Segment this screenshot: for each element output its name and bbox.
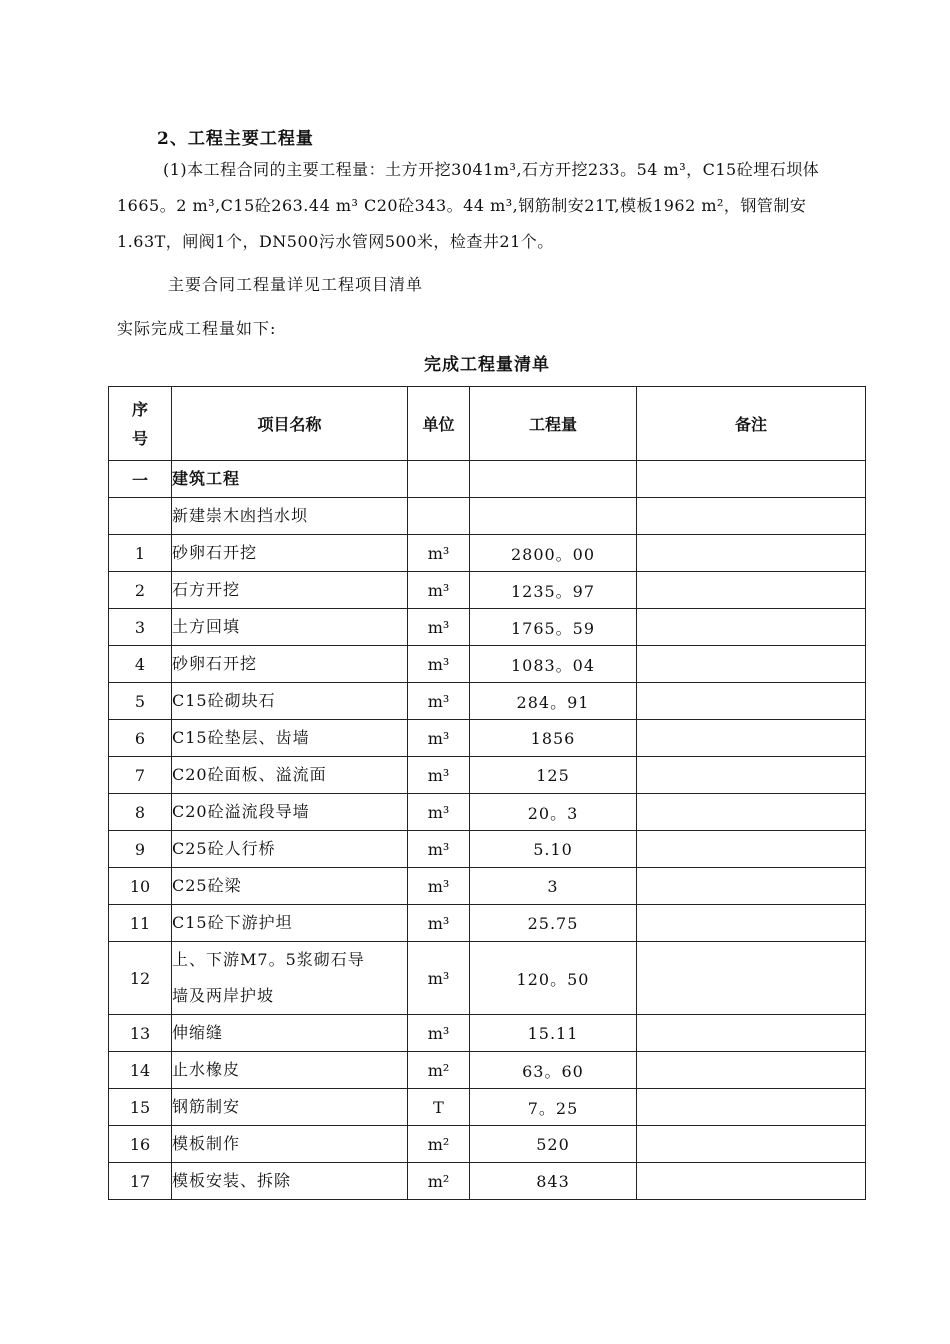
empty-cell (470, 498, 637, 535)
row-unit: m³ (408, 609, 470, 646)
table-row (109, 572, 866, 609)
table-row (109, 905, 866, 942)
row-no: 16 (109, 1126, 172, 1163)
row-quantity: 5.10 (470, 831, 637, 868)
row-quantity: 120。50 (470, 942, 637, 1015)
row-no: 12 (109, 942, 172, 1015)
row-item-name: 砂卵石开挖 (172, 535, 408, 572)
table-row (109, 942, 866, 1015)
row-no: 5 (109, 683, 172, 720)
table-row (109, 1052, 866, 1089)
row-quantity: 1856 (470, 720, 637, 757)
row-quantity: 3 (470, 868, 637, 905)
row-no: 4 (109, 646, 172, 683)
empty-cell (408, 461, 470, 498)
table-row (109, 757, 866, 794)
row-quantity: 125 (470, 757, 637, 794)
row-note (637, 609, 866, 646)
empty-cell (637, 461, 866, 498)
row-note (637, 683, 866, 720)
row-item-name: C15砼垫层、齿墙 (172, 720, 408, 757)
row-item-name: C20砼面板、溢流面 (172, 757, 408, 794)
row-note (637, 794, 866, 831)
row-item-name: 土方回填 (172, 609, 408, 646)
row-note (637, 646, 866, 683)
row-unit: m² (408, 1126, 470, 1163)
row-item-name-line2: 墙及两岸护坡 (172, 986, 275, 1005)
table-row (109, 609, 866, 646)
row-quantity: 15.11 (470, 1015, 637, 1052)
row-item-name: 模板制作 (172, 1126, 408, 1163)
row-unit: m³ (408, 831, 470, 868)
table-row (109, 868, 866, 905)
row-item-name (172, 942, 408, 1015)
row-unit: T (408, 1089, 470, 1126)
row-unit: m³ (408, 720, 470, 757)
row-item-name: 止水橡皮 (172, 1052, 408, 1089)
row-quantity: 20。3 (470, 794, 637, 831)
row-no: 7 (109, 757, 172, 794)
table-header-row (109, 387, 866, 461)
row-note (637, 1126, 866, 1163)
row-unit: m³ (408, 942, 470, 1015)
table-row (109, 1126, 866, 1163)
table-row (109, 683, 866, 720)
header-no-line2: 号 (131, 428, 148, 448)
row-unit: m³ (408, 757, 470, 794)
category-name: 建筑工程 (172, 461, 408, 498)
detail-reference-note: 主要合同工程量详见工程项目清单 (168, 275, 424, 294)
category-row (109, 461, 866, 498)
row-no: 2 (109, 572, 172, 609)
row-unit: m³ (408, 646, 470, 683)
row-no: 10 (109, 868, 172, 905)
row-note (637, 1089, 866, 1126)
row-unit: m³ (408, 868, 470, 905)
row-quantity: 63。60 (470, 1052, 637, 1089)
row-item-name: 砂卵石开挖 (172, 646, 408, 683)
empty-cell (637, 498, 866, 535)
table-row (109, 1015, 866, 1052)
row-item-name: C15砼下游护坦 (172, 905, 408, 942)
table-row (109, 794, 866, 831)
empty-cell (408, 498, 470, 535)
row-note (637, 1015, 866, 1052)
row-no: 9 (109, 831, 172, 868)
row-quantity: 2800。00 (470, 535, 637, 572)
row-no: 14 (109, 1052, 172, 1089)
row-quantity: 1235。97 (470, 572, 637, 609)
row-no: 6 (109, 720, 172, 757)
row-no: 15 (109, 1089, 172, 1126)
row-item-name: C25砼梁 (172, 868, 408, 905)
row-note (637, 942, 866, 1015)
row-note (637, 1163, 866, 1200)
row-note (637, 572, 866, 609)
row-unit: m³ (408, 794, 470, 831)
category-no: 一 (109, 461, 172, 498)
header-name: 项目名称 (172, 387, 408, 461)
table-row (109, 831, 866, 868)
section-heading: 2、工程主要工程量 (157, 129, 314, 149)
row-unit: m³ (408, 905, 470, 942)
row-note (637, 535, 866, 572)
row-note (637, 905, 866, 942)
table-body (109, 535, 866, 1200)
table-title: 完成工程量清单 (424, 355, 550, 375)
row-note (637, 1052, 866, 1089)
row-item-name: C15砼砌块石 (172, 683, 408, 720)
contract-quantities-paragraph: (1)本工程合同的主要工程量：土方开挖3041m³,石方开挖233。54 m³，C15砼埋石坝体1665。2 m³,C15砼263.44 m³ C20砼343。44 m³,钢筋制安21T,模板1962 m²，钢管制安1.63T，闸阀1个，DN500污水管网500米，检查井21个。 (117, 160, 820, 251)
row-quantity: 1765。59 (470, 609, 637, 646)
row-no: 11 (109, 905, 172, 942)
row-quantity: 520 (470, 1126, 637, 1163)
row-item-name-line1: 上、下游M7。5浆砌石导 (172, 950, 365, 969)
empty-cell (470, 461, 637, 498)
table-row (109, 720, 866, 757)
header-no-line1: 序 (131, 399, 148, 419)
row-item-name: 模板安装、拆除 (172, 1163, 408, 1200)
row-note (637, 831, 866, 868)
actual-quantities-intro: 实际完成工程量如下: (117, 319, 277, 338)
empty-cell (109, 498, 172, 535)
row-item-name: C25砼人行桥 (172, 831, 408, 868)
row-no: 13 (109, 1015, 172, 1052)
row-quantity: 7。25 (470, 1089, 637, 1126)
row-unit: m³ (408, 572, 470, 609)
row-note (637, 720, 866, 757)
row-unit: m³ (408, 1015, 470, 1052)
row-no: 8 (109, 794, 172, 831)
header-unit: 单位 (408, 387, 470, 461)
subgroup-name: 新建崇木凼挡水坝 (172, 498, 408, 535)
row-unit: m³ (408, 535, 470, 572)
row-item-name: C20砼溢流段导墙 (172, 794, 408, 831)
row-no: 17 (109, 1163, 172, 1200)
row-quantity: 284。91 (470, 683, 637, 720)
table-row (109, 1163, 866, 1200)
header-no (109, 387, 172, 461)
header-quantity: 工程量 (470, 387, 637, 461)
row-unit: m² (408, 1163, 470, 1200)
row-note (637, 868, 866, 905)
row-quantity: 1083。04 (470, 646, 637, 683)
row-item-name: 石方开挖 (172, 572, 408, 609)
row-item-name: 钢筋制安 (172, 1089, 408, 1126)
row-quantity: 25.75 (470, 905, 637, 942)
table-row (109, 535, 866, 572)
row-no: 1 (109, 535, 172, 572)
row-unit: m³ (408, 683, 470, 720)
header-note: 备注 (637, 387, 866, 461)
table-row (109, 646, 866, 683)
row-item-name: 伸缩缝 (172, 1015, 408, 1052)
row-note (637, 757, 866, 794)
row-unit: m² (408, 1052, 470, 1089)
table-row (109, 1089, 866, 1126)
subgroup-row (109, 498, 866, 535)
row-quantity: 843 (470, 1163, 637, 1200)
row-no: 3 (109, 609, 172, 646)
completed-quantities-table (108, 386, 866, 1200)
